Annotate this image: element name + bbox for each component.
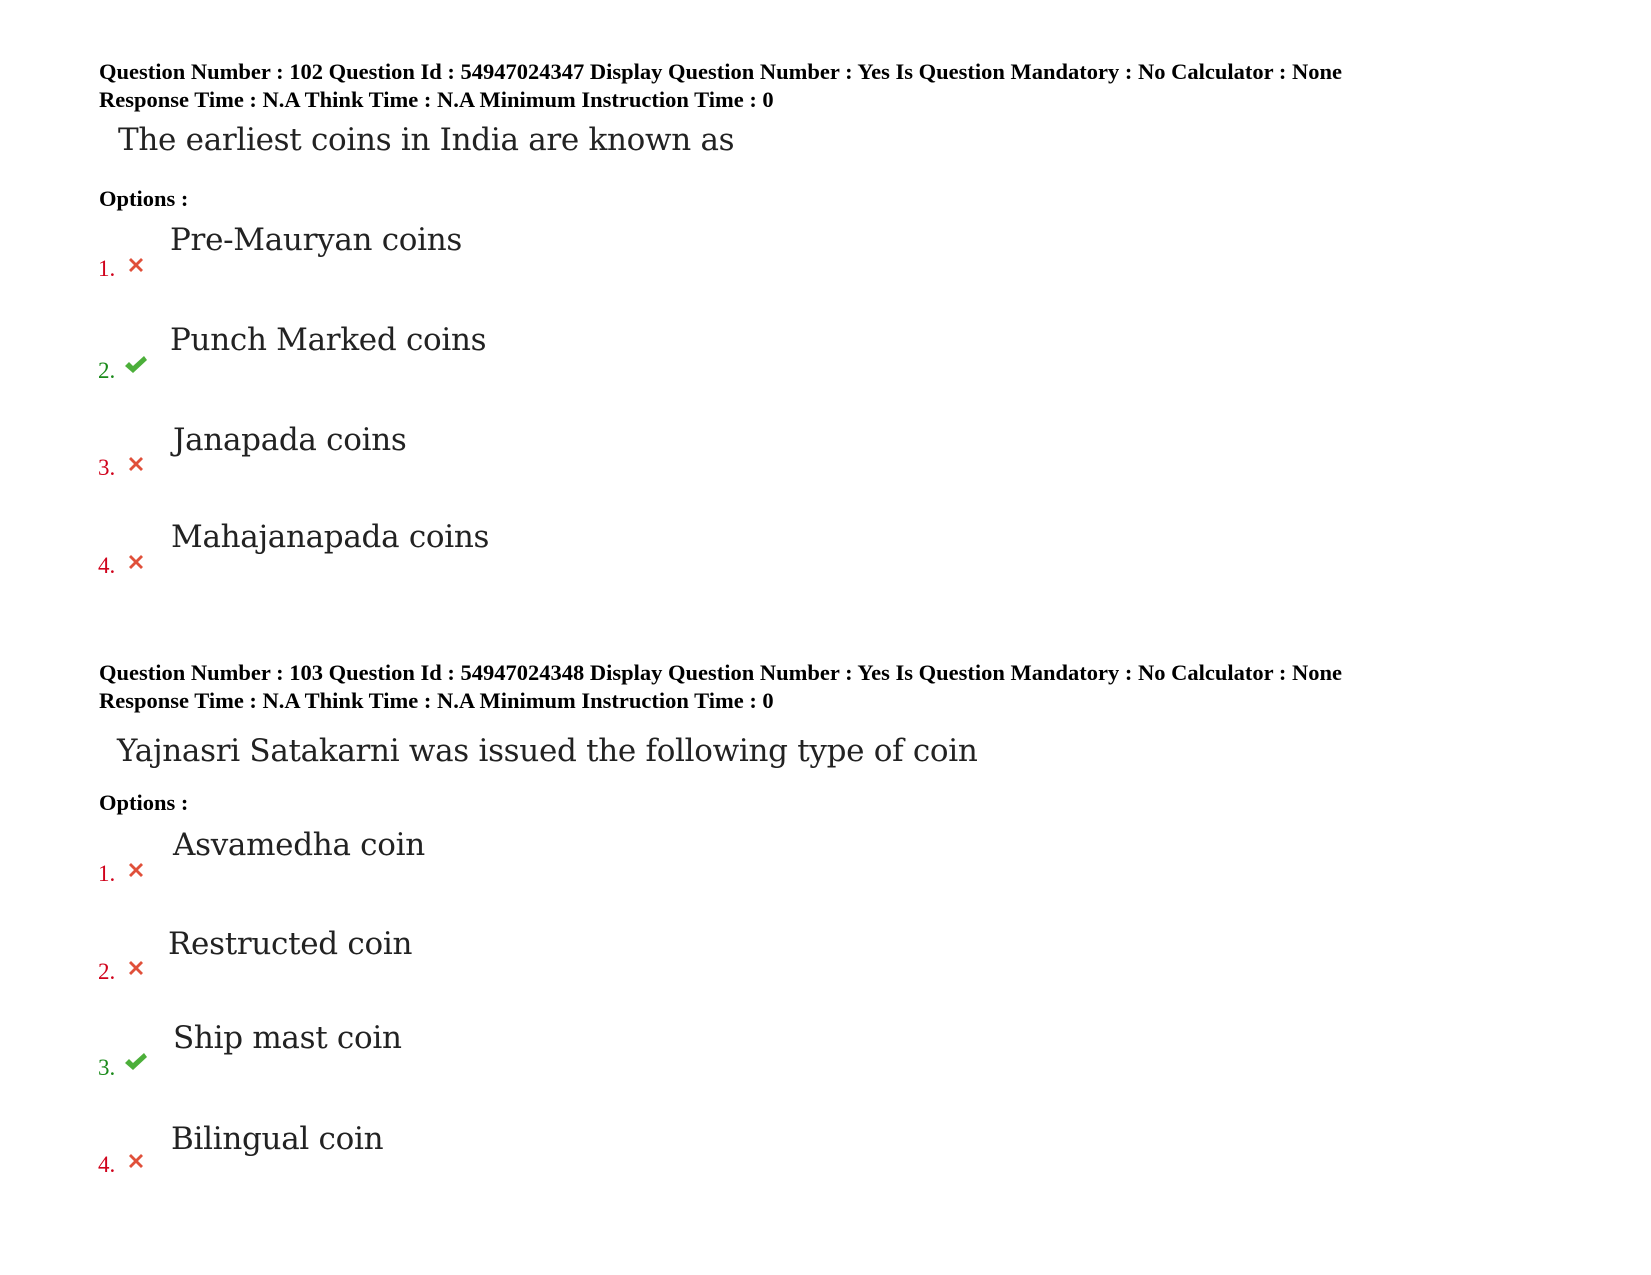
option-text: Mahajanapada coins: [171, 519, 490, 555]
option-text: Bilingual coin: [171, 1121, 384, 1157]
option-number: 2.: [98, 358, 116, 383]
question-text: The earliest coins in India are known as: [118, 122, 735, 158]
cross-icon: [125, 254, 147, 276]
question-meta-line-1: Question Number : 102 Question Id : 54947024347 Display Question Number : Yes Is Question Mandatory : No Calculator : None: [99, 59, 1342, 84]
option-number: 2.: [98, 959, 116, 984]
cross-icon: [125, 551, 147, 573]
option-text: Janapada coins: [173, 422, 407, 458]
cross-icon: [125, 957, 147, 979]
option-number: 3.: [98, 1055, 116, 1080]
option-text: Ship mast coin: [173, 1020, 402, 1056]
option-number: 3.: [98, 455, 116, 480]
check-icon: [123, 1051, 149, 1073]
question-meta-line-2: Response Time : N.A Think Time : N.A Minimum Instruction Time : 0: [99, 87, 774, 112]
option-number: 4.: [98, 1152, 116, 1177]
cross-icon: [125, 453, 147, 475]
option-text: Pre-Mauryan coins: [170, 222, 463, 258]
question-text: Yajnasri Satakarni was issued the following type of coin: [117, 733, 978, 769]
option-number: 1.: [98, 861, 116, 886]
options-label: Options :: [99, 790, 189, 815]
cross-icon: [125, 1150, 147, 1172]
option-text: Punch Marked coins: [170, 322, 487, 358]
question-meta-line-1: Question Number : 103 Question Id : 54947024348 Display Question Number : Yes Is Question Mandatory : No Calculator : None: [99, 660, 1342, 685]
cross-icon: [125, 859, 147, 881]
option-number: 4.: [98, 553, 116, 578]
option-text: Restructed coin: [168, 926, 413, 962]
question-meta-line-2: Response Time : N.A Think Time : N.A Minimum Instruction Time : 0: [99, 688, 774, 713]
check-icon: [123, 354, 149, 376]
option-text: Asvamedha coin: [173, 827, 425, 863]
option-number: 1.: [98, 256, 116, 281]
options-label: Options :: [99, 186, 189, 211]
